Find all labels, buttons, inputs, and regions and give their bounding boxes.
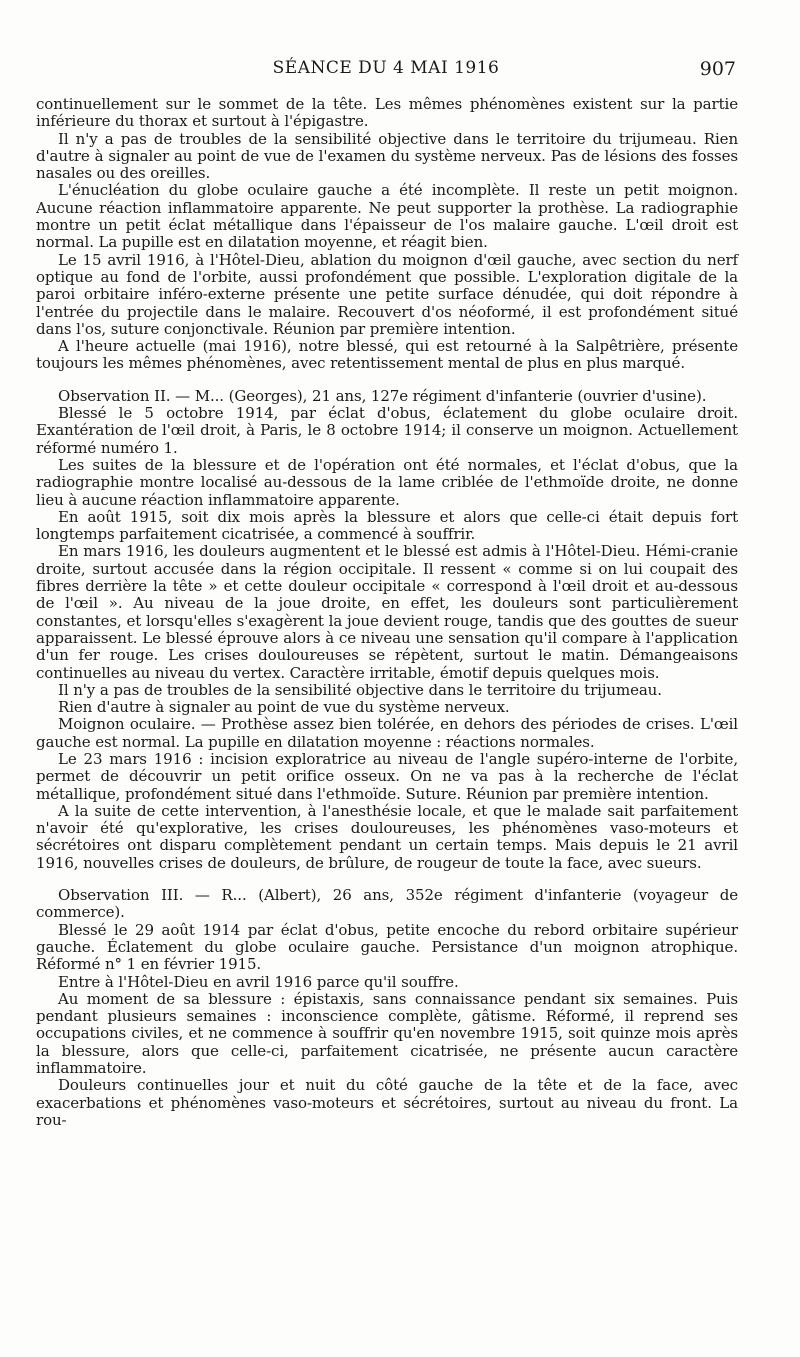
header-title: SÉANCE DU 4 MAI 1916: [272, 58, 500, 78]
paragraph: Le 23 mars 1916 : incision exploratrice au niveau de l'angle supéro-interne de l'orbite, permet de découvrir un petit orifice osseux. On ne va pas à la recherche de l'éclat métallique, profondément situé dans l'ethmoïde. Suture. Réunion par première intention.: [36, 749, 738, 803]
paragraph: En mars 1916, les douleurs augmentent et le blessé est admis à l'Hôtel-Dieu. Hémi-cranie droite, surtout accusée dans la région occipitale. Il ressent « comme si on lui coupait des fibres derrière la tête » et cette douleur occipitale « correspond à l'œil droit et au-dessous de l'œil ». Au niveau de la joue droite, en effet, les douleurs sont particulièrement constantes, et lorsqu'elles s'exagèrent la joue devient rouge, tandis que des gouttes de sueur apparaissent. Le blessé éprouve alors à ce niveau une sensation qu'il compare à l'application d'un fer rouge. Les crises douloureuses se répètent, surtout le matin. Démangeaisons continuelles au niveau du vertex. Caractère irritable, émotif depuis quelques mois.: [36, 542, 738, 682]
paragraph: Il n'y a pas de troubles de la sensibilité objective dans le territoire du trijumeau.: [58, 680, 662, 699]
paragraph: Rien d'autre à signaler au point de vue du système nerveux.: [58, 698, 510, 717]
paragraph: A l'heure actuelle (mai 1916), notre blessé, qui est retourné à la Salpêtrière, présente toujours les mêmes phénomènes, avec retentissement mental de plus en plus marqué.: [36, 337, 738, 373]
paragraph: Entre à l'Hôtel-Dieu en avril 1916 parce qu'il souffre.: [58, 972, 459, 991]
paragraph: Moignon oculaire. — Prothèse assez bien tolérée, en dehors des périodes de crises. L'œil gauche est normal. La pupille en dilatation moyenne : réactions normales.: [36, 715, 738, 751]
paragraph: En août 1915, soit dix mois après la blessure et alors que celle-ci était depuis fort longtemps parfaitement cicatrisée, a commencé à souffrir.: [36, 507, 738, 544]
paragraph: Douleurs continuelles jour et nuit du côté gauche de la tête et de la face, avec exacerbations et phénomènes vaso-moteurs et sécrétoires, surtout au niveau du front. La rou-: [36, 1076, 738, 1129]
paragraph: Le 15 avril 1916, à l'Hôtel-Dieu, ablation du moignon d'œil gauche, avec section du nerf optique au fond de l'orbite, aussi profondément que possible. L'exploration digitale de la paroi orbitaire inféro-externe présente une petite surface dénudée, qui doit répondre à l'entrée du projectile dans le malaire. Recouvert d'os néoformé, il est profondément situé dans l'os, suture conjonctivale. Réunion par première intention.: [36, 250, 738, 338]
observation-heading: Observation II. — M... (Georges), 21 ans, 127e régiment d'infanterie (ouvrier d'usine).: [58, 386, 707, 405]
paragraph: continuellement sur le sommet de la tête. Les mêmes phénomènes existent sur la partie inférieure du thorax et surtout à l'épigastre.: [36, 95, 738, 131]
paragraph: L'énucléation du globe oculaire gauche a été incomplète. Il reste un petit moignon. Aucune réaction inflammatoire apparente. Ne peut supporter la prothèse. La radiographie montre un petit éclat métallique dans l'épaisseur de l'os malaire gauche. L'œil droit est normal. La pupille est en dilatation moyenne, et réagit bien.: [36, 181, 738, 252]
paragraph: Blessé le 29 août 1914 par éclat d'obus, petite encoche du rebord orbitaire supérieur gauche. Éclatement du globe oculaire gauche. Persistance d'un moignon atrophique. Réformé n° 1 en février 1915.: [36, 920, 738, 974]
paragraph: Au moment de sa blessure : épistaxis, sans connaissance pendant six semaines. Puis pendant plusieurs semaines : inconscience complète, gâtisme. Réformé, il reprend ses occupations civiles, et ne commence à souffrir qu'en novembre 1915, soit quinze mois après la blessure, alors que celle-ci, parfaitement cicatrisée, ne présente aucun caractère inflammatoire.: [36, 989, 738, 1078]
paragraph: Il n'y a pas de troubles de la sensibilité objective dans le territoire du trijumeau. Rien d'autre à signaler au point de vue de l'examen du système nerveux. Pas de lésions des fosses nasales ou des oreilles.: [36, 129, 738, 183]
body-text: [36, 96, 738, 1129]
page-number: 907: [699, 58, 736, 80]
paragraph: Blessé le 5 octobre 1914, par éclat d'obus, éclatement du globe oculaire droit. Exantération de l'œil droit, à Paris, le 8 octobre 1914; il conserve un moignon. Actuellement réformé numéro 1.: [36, 404, 738, 457]
paragraph: Les suites de la blessure et de l'opération ont été normales, et l'éclat d'obus, que la radiographie montre localisé au-dessous de la lame criblée de l'ethmoïde droite, ne donne lieu à aucune réaction inflammatoire apparente.: [36, 455, 738, 509]
paragraph: A la suite de cette intervention, à l'anesthésie locale, et que le malade sait parfaitement n'avoir été qu'explorative, les crises douloureuses, les phénomènes vaso-moteurs et sécrétoires ont disparu complètement pendant un certain temps. Mais depuis le 21 avril 1916, nouvelles crises de douleurs, de brûlure, de rougeur de toute la face, avec sueurs.: [36, 801, 738, 872]
observation-heading: Observation III. — R... (Albert), 26 ans, 352e régiment d'infanterie (voyageur de commerce).: [36, 886, 738, 922]
running-header: [36, 58, 736, 82]
